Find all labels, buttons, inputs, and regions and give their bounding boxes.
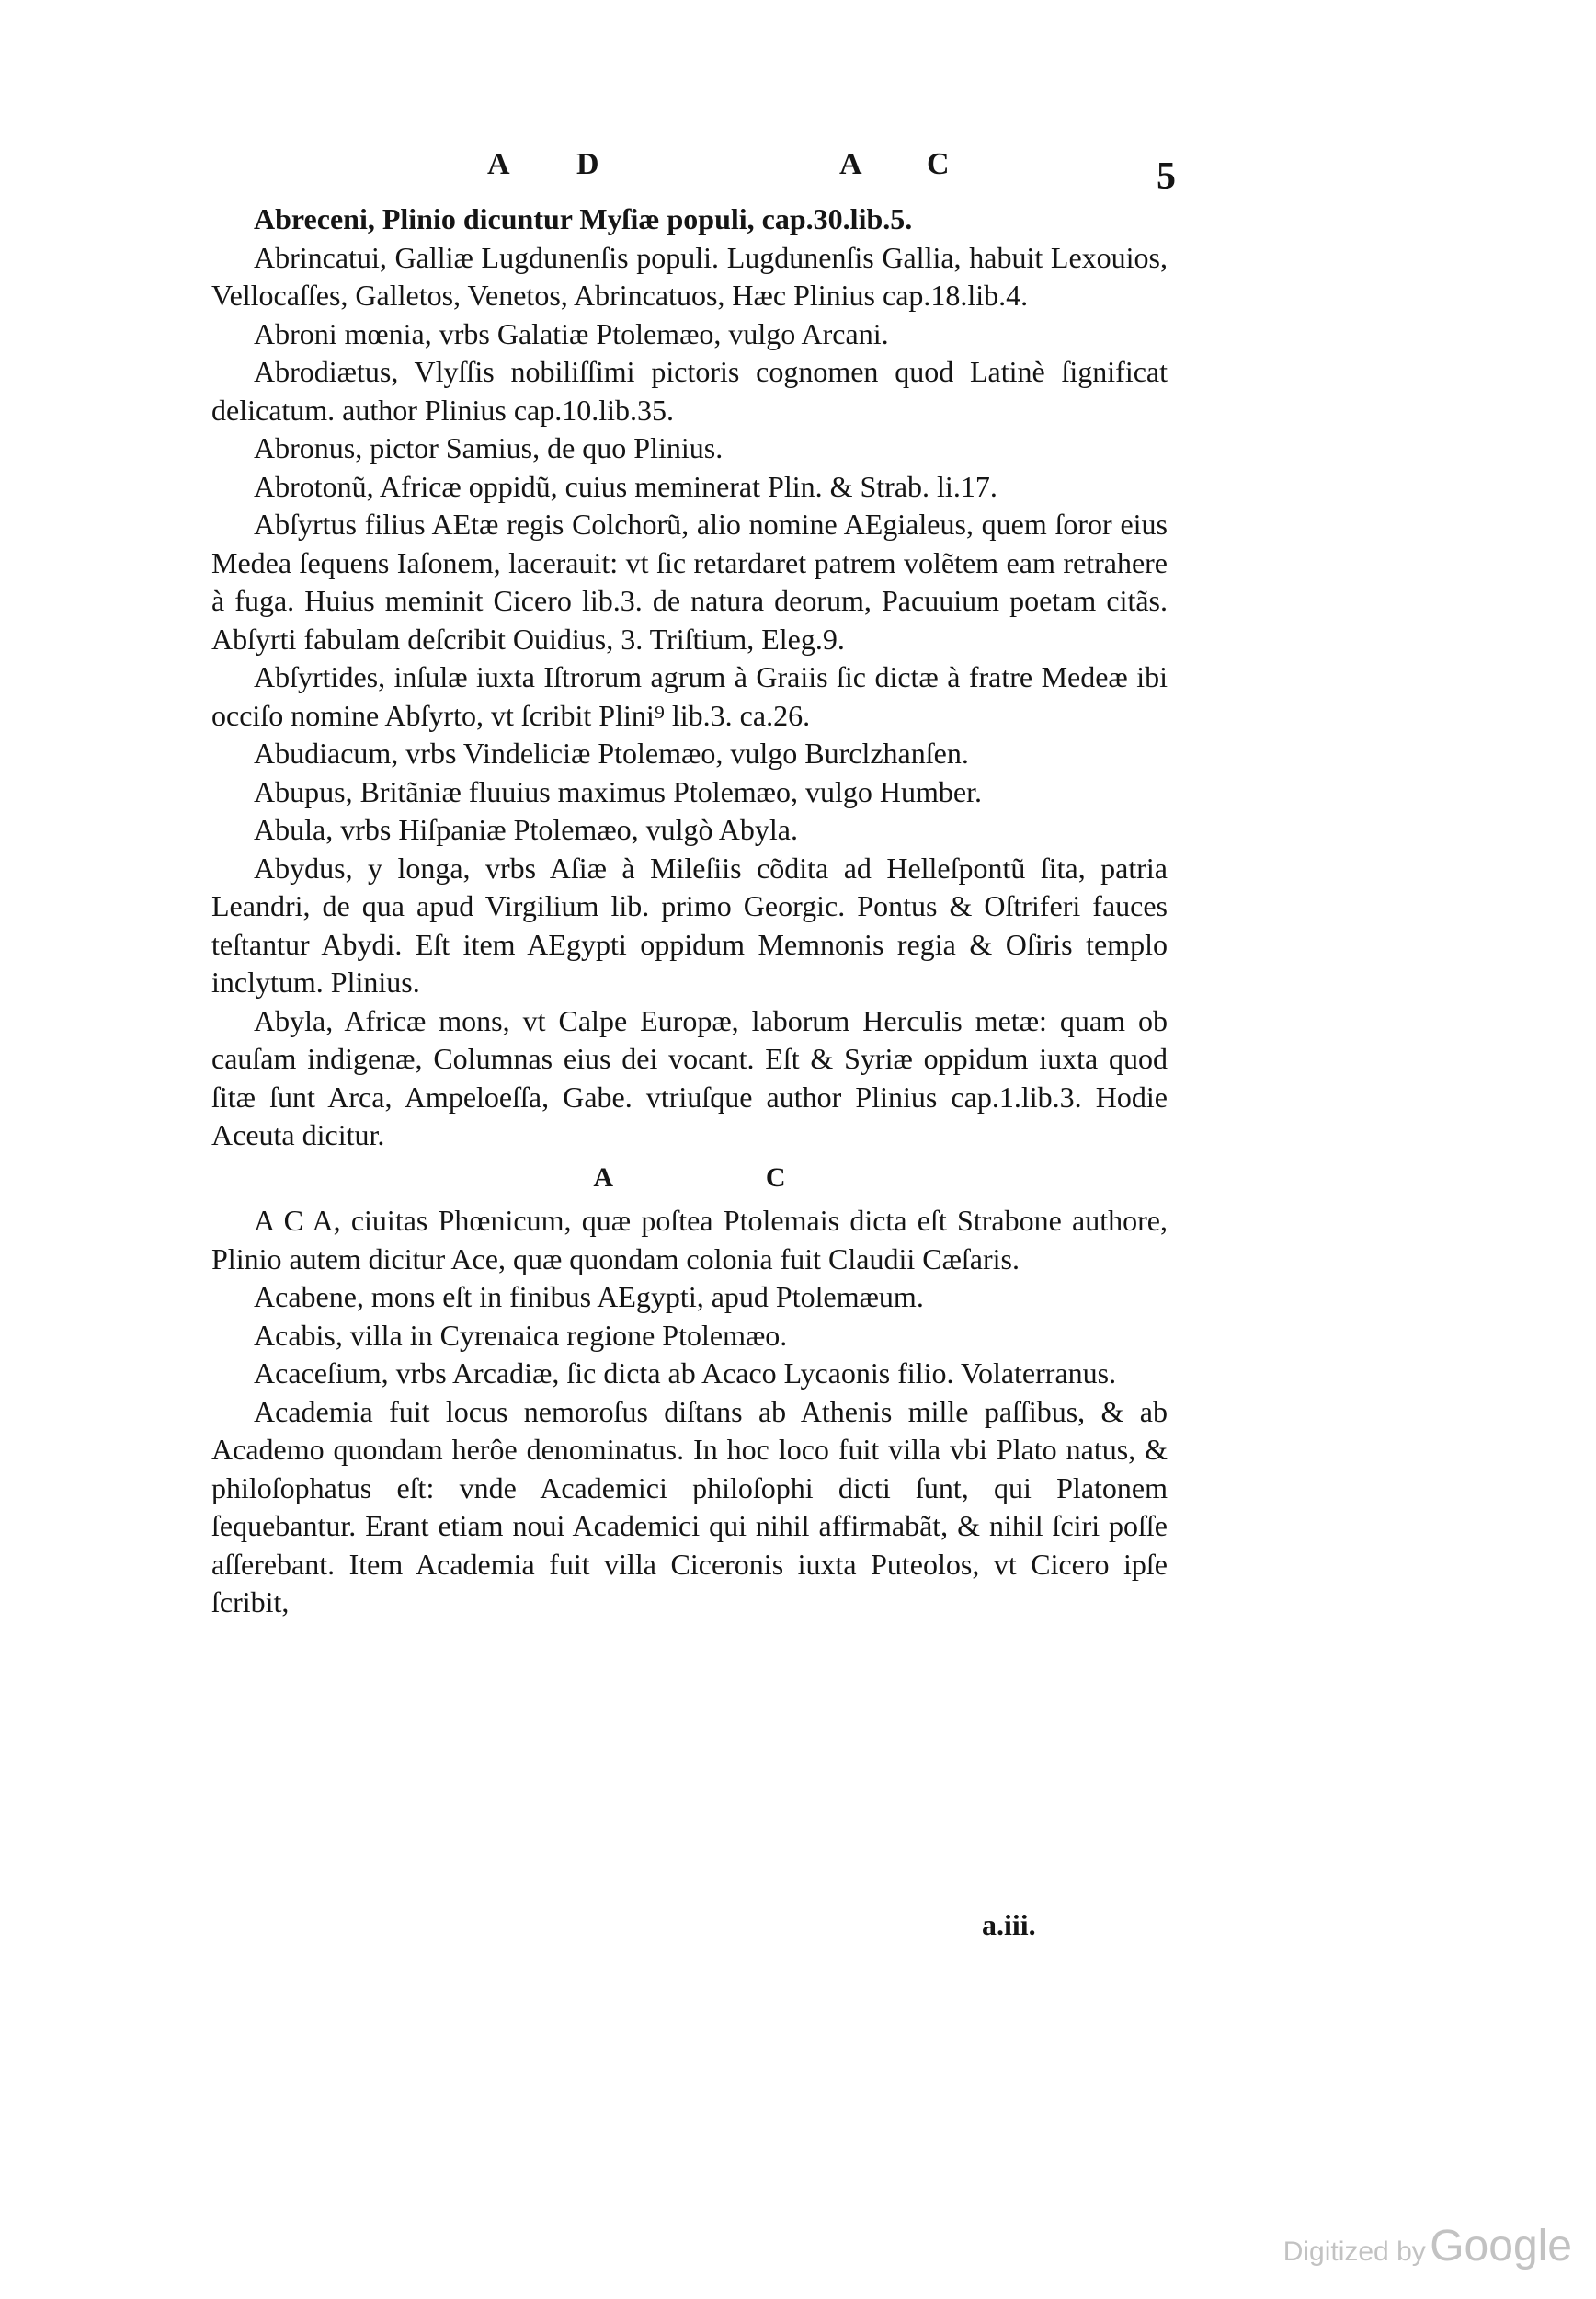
running-head [0,147,1596,202]
entry-abydus: Abydus, y longa, vrbs Aſiæ à Mileſiis cõdita ad Helleſpontũ ſita, patria Leandri, de qua apud Virgilium lib. primo Georgic. Pontus & Oſtriferi fauces teſtantur Abydi. Eſt item AEgypti oppidum Memnonis regia & Oſiris templo inclytum. Plinius. [211,851,1168,999]
running-head-right-letter-2: C [927,147,953,181]
entry-abrincatui: Abrincatui, Galliæ Lugdunenſis populi. Lugdunenſis Gallia, habuit Lexouios, Vellocaſſes, Galletos, Venetos, Abrincatuos, Hæc Plinius cap.18.lib.4. [211,240,1168,312]
entry-abula: Abula, vrbs Hiſpaniæ Ptolemæo, vulgò Abyla. [254,813,798,846]
entry-acabis: Acabis, villa in Cyrenaica regione Ptolemæo. [254,1318,788,1352]
page-number: 5 [1157,155,1176,198]
entry-abronus: Abronus, pictor Samius, de quo Plinius. [254,431,724,464]
entry-abudiacum: Abudiacum, vrbs Vindeliciæ Ptolemæo, vulgo Burclzhanſen. [254,737,969,770]
entry-abyla: Abyla, Africæ mons, vt Calpe Europæ, laborum Herculis metæ: quam ob cauſam indigenæ, Columnas eius dei vocant. Eſt & Syriæ oppidum iuxta quod ſitæ ſunt Arca, Ampeloeſſa, Gabe. vtriuſque author Plinius cap.1.lib.3. Hodie Aceuta dicitur. [211,1003,1168,1151]
watermark-brand: Google [1430,2222,1572,2270]
entry-abroni: Abroni mœnia, vrbs Galatiæ Ptolemæo, vulgo Arcani. [254,316,889,350]
section-heading: A C [593,1161,860,1193]
entry-abrodiaetus: Abrodiætus, Vlyſſis nobiliſſimi pictoris cognomen quod Latinè ſignificat delicatum. author Plinius cap.10.lib.35. [211,355,1168,427]
entry-abrotonum: Abrotonũ, Africæ oppidũ, cuius meminerat Plin. & Strab. li.17. [254,469,998,503]
entry-academia: Academia fuit locus nemoroſus diſtans ab Athenis mille paſſibus, & ab Academo quondam herôe denominatus. In hoc loco fuit villa vbi Plato natus, & philoſophatus eſt: vnde Academici philoſophi dicti ſunt, qui Platonem ſequebantur. Erant etiam noui Academici qui nihil affirmabãt, & nihil ſciri poſſe aſſerebant. Item Academia fuit villa Ciceronis iuxta Puteolos, vt Cicero ipſe ſcribit, [211,1394,1168,1618]
running-head-left-letter-1: A [487,147,514,181]
running-head-right-letter-1: A [839,147,866,181]
entry-abupus: Abupus, Britãniæ fluuius maximus Ptolemæo, vulgo Humber. [254,774,982,808]
dictionary-text-block [211,200,1168,1622]
digitized-watermark [1283,2221,1572,2271]
entry-aca: A C A, ciuitas Phœnicum, quæ poſtea Ptolemais dicta eſt Strabone authore, Plinio autem dicitur Ace, quæ quondam colonia fuit Claudii Cæſaris. [211,1204,1168,1275]
watermark-prefix: Digitized by [1282,2236,1426,2267]
entry-abreceni: Abreceni, Plinio dicuntur Myſiæ populi, cap.30.lib.5. [254,202,913,235]
entry-acacesium: Acaceſium, vrbs Arcadiæ, ſic dicta ab Acaco Lycaonis filio. Volaterranus. [254,1356,1117,1390]
entry-acabene: Acabene, mons eſt in finibus AEgypti, apud Ptolemæum. [254,1280,924,1313]
running-head-left-letter-2: D [576,147,603,181]
signature-mark: a.iii. [982,1908,1036,1941]
entry-absyrtides: Abſyrtides, inſulæ iuxta Iſtrorum agrum à Graiis ſic dictæ à fratre Medeæ ibi occiſo nomine Abſyrto, vt ſcribit Plini⁹ lib.3. ca.26. [211,660,1168,732]
entry-absyrtus: Abſyrtus filius AEtæ regis Colchorũ, alio nomine AEgialeus, quem ſoror eius Medea ſequens Iaſonem, lacerauit: vt ſic retardaret patrem volẽtem eam retrahere à fuga. Huius meminit Cicero lib.3. de natura deorum, Pacuuium poetam citãs. Abſyrti fabulam deſcribit Ouidius, 3. Triſtium, Eleg.9. [211,508,1168,656]
